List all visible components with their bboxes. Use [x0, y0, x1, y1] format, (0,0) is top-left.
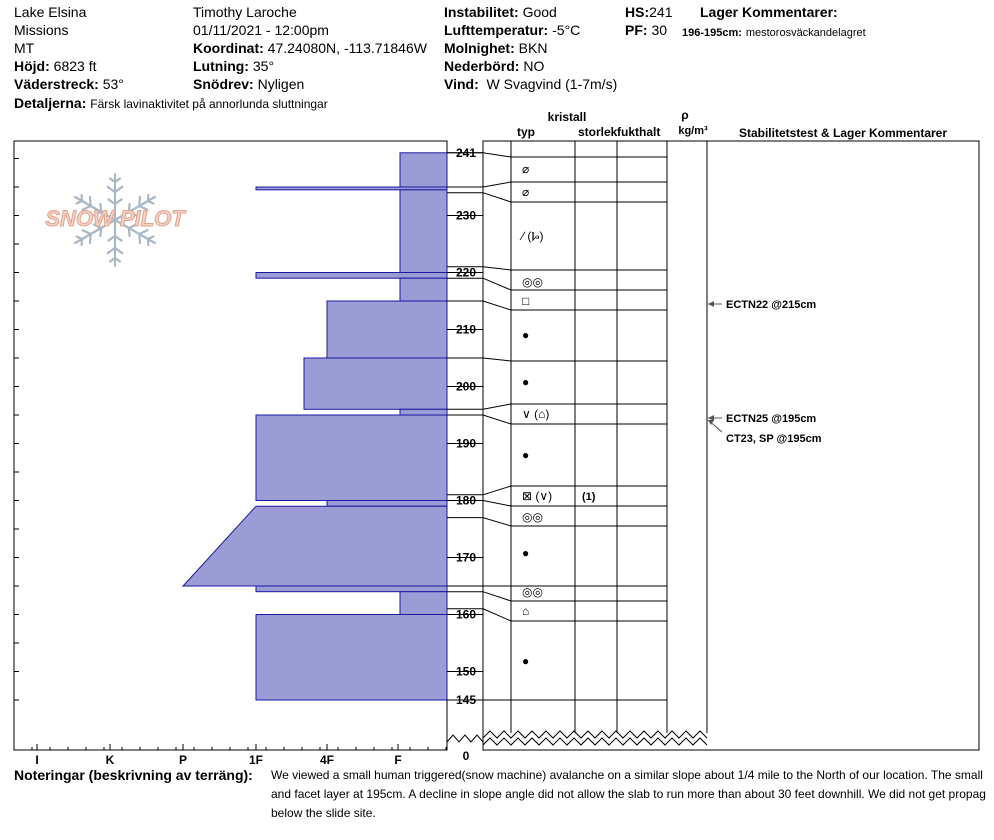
hardness-layer	[400, 153, 447, 187]
datetime: 01/11/2021 - 12:00pm	[193, 22, 329, 38]
notes-line: We viewed a small human triggered(snow machine) avalanche on a similar slope about 1/4 mile to the North of our location. The small	[271, 768, 983, 782]
snowflake-branch	[139, 234, 140, 243]
height-tick-label: 230	[455, 208, 477, 223]
wind-value: W Svagvind (1-7m/s)	[486, 76, 618, 92]
snowflake-branch	[115, 187, 122, 192]
col-size: storlek	[578, 125, 618, 139]
hardness-tick-label: F	[394, 753, 402, 766]
grain-symbol: ◎◎	[522, 275, 543, 289]
coord-value: 47.24080N, -113.71846W	[267, 40, 427, 56]
location: Lake Elsina	[14, 4, 87, 20]
hs-value: 241	[649, 4, 673, 20]
sky-value: BKN	[518, 40, 548, 56]
snowflake-branch	[90, 197, 91, 206]
axis-break	[447, 735, 483, 742]
elevation-value: 6823 ft	[53, 58, 97, 74]
col-density-unit: kg/m³	[678, 125, 708, 137]
hardness-layer	[183, 506, 447, 586]
col-crystal: kristall	[547, 110, 587, 124]
grain-symbol: ●	[522, 328, 530, 342]
hardness-tick-label: 4F	[319, 753, 335, 766]
grain-symbol: ●	[522, 654, 530, 668]
height-tick-label: 190	[455, 436, 477, 451]
stability-label: Instabilitet:	[444, 4, 519, 20]
col-moisture: fukthalt	[617, 125, 661, 139]
grain-symbol: ⌀	[522, 185, 530, 199]
axis-break	[483, 731, 707, 738]
height-tick-label: 160	[455, 607, 477, 622]
air-temp-value: -5°C	[552, 22, 581, 38]
precip-label: Nederbörd:	[444, 58, 520, 74]
pf-value: 30	[651, 22, 668, 38]
stability-test-label: ECTN22 @215cm	[726, 299, 817, 311]
notes-text	[271, 766, 994, 823]
height-tick-label: 0	[462, 749, 470, 763]
grain-symbol: ◎◎	[522, 510, 543, 524]
logo-text: SNOW PILOT	[45, 206, 185, 231]
layer-boundary	[447, 592, 667, 601]
slope-value: 35°	[252, 58, 275, 74]
notes-label: Noteringar (beskrivning av terräng):	[14, 767, 253, 783]
range: Missions	[14, 22, 69, 38]
slope-label: Lutning:	[193, 58, 249, 74]
col-rho: ρ	[681, 108, 689, 122]
layer-boundary	[447, 486, 667, 495]
hardness-profile	[183, 153, 447, 700]
hardness-layer	[256, 273, 447, 279]
layer-boundary	[447, 415, 667, 424]
details-label: Detaljerna:	[14, 95, 87, 111]
hardness-layer	[327, 301, 447, 358]
layer-boundary	[447, 267, 667, 270]
hardness-layer	[400, 409, 447, 415]
air-temp-label: Lufttemperatur:	[444, 22, 549, 38]
height-tick-label: 145	[455, 693, 477, 707]
sky-label: Molnighet:	[444, 40, 515, 56]
notes-line: below the slide site.	[271, 806, 376, 820]
snowflake-branch	[148, 201, 153, 204]
hardness-layer	[400, 278, 447, 301]
grain-symbol: ●	[522, 546, 530, 560]
height-tick-label: 241	[455, 145, 477, 160]
pf-label: PF:	[625, 22, 648, 38]
grain-size: (1)	[582, 491, 596, 503]
layer-comments-title: Lager Kommentarer:	[700, 4, 838, 20]
axis-break	[483, 738, 707, 745]
grain-symbol: ∨ (⌂)	[522, 407, 550, 421]
height-tick-label: 150	[455, 664, 477, 679]
col-stability: Stabilitetstest & Lager Kommentarer	[738, 126, 948, 140]
snowflake-branch	[139, 197, 140, 206]
layer-boundary	[447, 182, 667, 187]
height-tick-label: 180	[455, 493, 477, 508]
hs-label: HS:	[625, 4, 650, 20]
precip-value: NO	[523, 58, 545, 74]
observer: Timothy Laroche	[193, 4, 297, 20]
snowflake-branch	[77, 236, 82, 239]
layer-boundary	[447, 301, 667, 310]
hardness-tick-label: I	[35, 753, 39, 766]
layer-boundary	[447, 153, 667, 157]
wind-loading-value: Nyligen	[257, 76, 305, 92]
hardness-tick-label: 1F	[248, 753, 264, 766]
height-tick-label: 170	[455, 550, 477, 565]
state: MT	[14, 40, 35, 56]
layer-boundary	[447, 358, 667, 361]
layer-comment-range: 196-195cm:	[682, 27, 742, 39]
grain-symbol: ∕ (Ⱈ)	[522, 229, 544, 243]
hardness-layer	[400, 592, 447, 615]
height-axis	[447, 146, 483, 763]
layer-boundary	[447, 404, 667, 409]
grain-symbol: ⌂	[522, 604, 530, 618]
aspect-label: Väderstreck:	[14, 76, 99, 92]
grain-symbol: ⌀	[522, 162, 530, 176]
height-tick-label: 200	[455, 379, 477, 394]
hardness-tick-label: P	[178, 753, 188, 766]
wind-label: Vind:	[444, 76, 479, 92]
stability-test-label: CT23, SP @195cm	[726, 433, 822, 445]
aspect-value: 53°	[102, 76, 124, 92]
layer-boundary	[447, 501, 667, 507]
details-value: Färsk lavinaktivitet på annorlunda sluttningar	[90, 97, 328, 111]
snowflake-branch	[148, 239, 149, 245]
elevation-label: Höjd:	[14, 58, 50, 74]
grain-symbol: ●	[522, 448, 530, 462]
layer-boundary	[447, 278, 667, 290]
grain-symbol: □	[522, 294, 530, 308]
grain-symbol: ⊠ (∨)	[522, 489, 553, 503]
height-tick-label: 220	[455, 265, 477, 280]
coord-label: Koordinat:	[193, 40, 264, 56]
wind-loading-label: Snödrev:	[193, 76, 254, 92]
layer-boundary	[447, 518, 667, 526]
hardness-layer	[256, 415, 447, 501]
snowflake-branch	[108, 187, 115, 192]
snowflake-branch	[90, 234, 91, 243]
hardness-tick-label: K	[105, 753, 115, 766]
snowflake-branch	[115, 248, 122, 253]
height-tick-label: 210	[455, 322, 477, 337]
snowpilot-logo	[45, 174, 186, 266]
stability-value: Good	[522, 4, 557, 20]
layer-boundary	[447, 193, 667, 202]
notes-line: and facet layer at 195cm. A decline in slope angle did not allow the slab to run more than about 30 feet downhill. We did not get propag	[271, 787, 986, 801]
layer-comment-text: mestorosväckandelagret	[745, 27, 866, 39]
hardness-layer	[256, 586, 447, 592]
hardness-layer	[400, 190, 447, 273]
hardness-layer	[327, 501, 447, 507]
snowflake-branch	[108, 248, 115, 253]
col-type: typ	[517, 125, 535, 139]
grain-table	[447, 141, 979, 750]
table-frame	[483, 141, 979, 750]
grain-symbol: ●	[522, 375, 530, 389]
grain-symbol: ◎◎	[522, 585, 543, 599]
hardness-layer	[256, 615, 447, 701]
stability-arrowhead	[708, 301, 714, 307]
hardness-layer	[304, 358, 447, 409]
stability-test-label: ECTN25 @195cm	[726, 413, 817, 425]
snowflake-branch	[82, 195, 83, 201]
